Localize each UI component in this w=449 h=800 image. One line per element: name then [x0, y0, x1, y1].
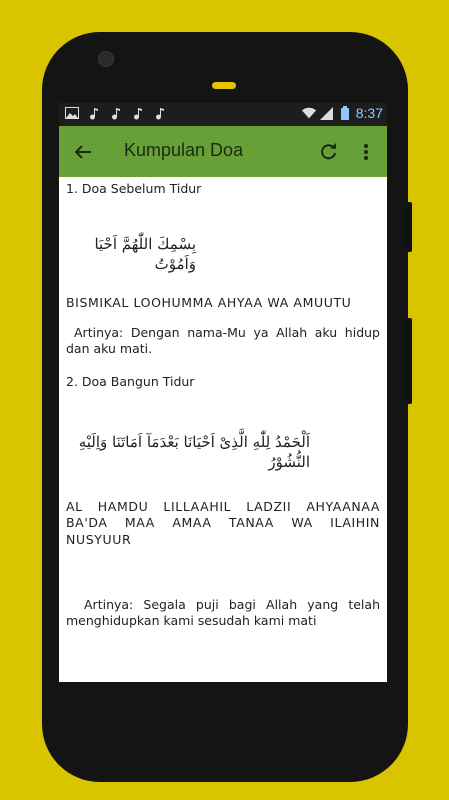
doa-1-latin: BISMIKAL LOOHUMMA AHYAA WA AMUUTU [66, 295, 352, 310]
power-button [406, 202, 412, 252]
app-toolbar [59, 126, 387, 177]
doa-2-meaning: Artinya: Segala puji bagi Allah yang telah menghidupkan kami sesudah kami mati [66, 597, 380, 629]
app-screen [59, 103, 387, 682]
doa-2-latin: AL HAMDU LILLAAHIL LADZII AHYAANAA BA'DA MAA AMAA TANAA WA ILAIHIN NUSYUUR [66, 499, 380, 547]
earpiece-speaker [212, 82, 236, 89]
status-bar [59, 103, 387, 126]
music-note-icon [109, 106, 123, 120]
signal-icon [320, 106, 334, 120]
doa-1-arabic: بِسْمِكَ اللّٰهُمَّ اَحْيَا وَاَمُوْتُ [94, 235, 196, 273]
music-note-icon [87, 106, 101, 120]
doa-2-arabic: اَلْحَمْدُ لِلّٰهِ الَّذِىْ اَحْيَانَا بَعْدَمَآ اَمَاتَنَا وَاِلَيْهِ النُّشُوْرُ [78, 433, 310, 471]
back-arrow-icon[interactable] [69, 138, 97, 166]
front-camera [98, 51, 114, 67]
music-note-icon [153, 106, 167, 120]
doa-content [66, 177, 380, 682]
doa-2-heading: 2. Doa Bangun Tidur [66, 374, 195, 389]
status-clock: 8:37 [355, 105, 383, 121]
page-title: Kumpulan Doa [124, 140, 244, 160]
image-icon [65, 106, 79, 120]
battery-icon [338, 106, 352, 120]
wifi-icon [302, 106, 316, 120]
doa-1-heading: 1. Doa Sebelum Tidur [66, 181, 202, 196]
more-vert-icon[interactable] [355, 138, 377, 166]
doa-1-meaning: Artinya: Dengan nama-Mu ya Allah aku hidup dan aku mati. [66, 325, 380, 357]
refresh-icon[interactable] [315, 138, 343, 166]
volume-button [406, 318, 412, 404]
music-note-icon [131, 106, 145, 120]
